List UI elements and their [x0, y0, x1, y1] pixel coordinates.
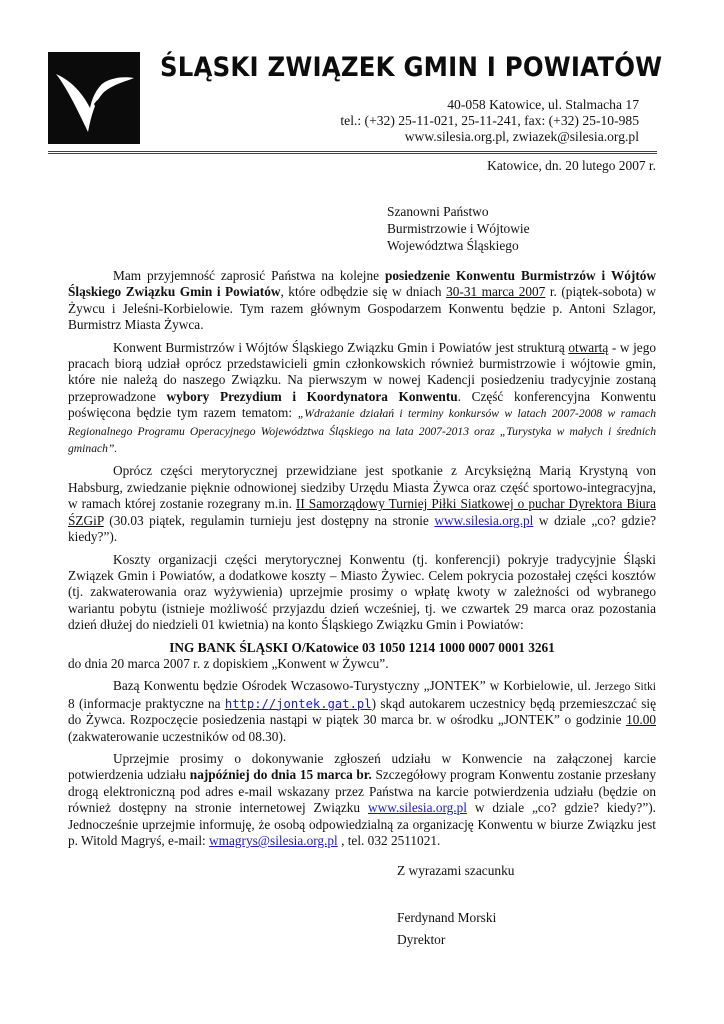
street-name: Jerzego Sitki — [595, 680, 656, 694]
addressee-block — [387, 203, 530, 254]
paragraph-invitation — [68, 268, 656, 334]
text: (zakwaterowanie uczestników od 08.30). — [68, 728, 287, 744]
header-divider — [48, 151, 657, 152]
text: w dziale „co? gdzie? kiedy?”). — [68, 512, 656, 545]
addressee-line: Szanowni Państwo — [387, 204, 489, 219]
stylized-v-logo-icon — [48, 52, 140, 144]
text: , tel. 032 2511021. — [337, 833, 441, 848]
letter-body — [68, 268, 656, 855]
payment-deadline: do dnia 20 marca 2007 r. z dopiskiem „Konwent w Żywcu”. — [68, 655, 389, 671]
email-link[interactable]: wmagrys@silesia.org.pl — [209, 833, 338, 848]
addressee-line: Burmistrzowie i Wójtowie — [387, 221, 530, 236]
text: Mam przyjemność zaprosić Państwa na kolejne — [113, 268, 385, 283]
jontek-link[interactable]: http://jontek.gat.pl — [224, 696, 372, 711]
paragraph-convention-info — [68, 340, 656, 458]
text: (30.03 piątek, regulamin turnieju jest dostępny na stronie — [103, 512, 435, 528]
text: r. (piątek-sobota) w Żywcu i Jeleśni-Korbielowie. Tym razem głównym Gospodarzem Konwentu będzie p. Antoni Szlagor, Burmistrz Miasta Żywca. — [68, 284, 657, 333]
closing-greeting: Z wyrazami szacunku — [397, 863, 515, 878]
paragraph-venue — [68, 678, 656, 745]
phone-line: tel.: (+32) 25-11-021, 25-11-241, fax: (+32) 25-10-985 — [340, 113, 639, 128]
event-name: posiedzenie Konwentu Burmistrzów i Wójtów Śląskiego Związku Gmin i Powiatów — [68, 268, 656, 300]
paragraph-costs — [68, 552, 656, 634]
emphasis-open: otwartą — [568, 339, 609, 355]
letter-date: Katowice, dn. 20 lutego 2007 r. — [487, 158, 656, 173]
text: Uprzejmie prosimy o dokonywanie zgłoszeń udziału w Konwencie na załączonej karcie potwierdzenia udziału — [68, 750, 656, 783]
text: Oprócz części merytorycznej przewidziane jest spotkanie z Arcyksiężną Marią Krystyną von Habsburg, zwiedzanie pięknie odnowionej siedziby Urzędu Miasta Żywca oraz część sportowo-integracyjna, w ramach której zostanie rozegrany m.in. — [68, 463, 656, 512]
bank-details — [68, 640, 656, 673]
signatory-name: Ferdynand Morski — [397, 910, 497, 925]
start-time: 10.00 — [626, 712, 656, 728]
address-line: 40-058 Katowice, ul. Stalmacha 17 — [447, 97, 639, 112]
organization-logo — [48, 52, 140, 144]
text: Szczegółowy program Konwentu zostanie przesłany drogą elektroniczną pod adres e-mail wskazany przez Państwa na karcie potwierdzenia udziału (będzie on również dostępny na stronie internetowej Związku — [68, 767, 656, 816]
conference-topics: „Wdrażanie działań i terminy konkursów w latach 2007-2008 w ramach Regionalnego Programu Operacyjnego Województwa Śląskiego na lata 2007-2013 oraz „Turystyka w małych i średnich gminach”. — [68, 407, 656, 456]
text: , które odbędzie się w dniach — [280, 284, 447, 300]
silesia-link[interactable]: www.silesia.org.pl — [434, 512, 534, 528]
paragraph-registration — [68, 751, 656, 849]
text: . Część konferencyjna Konwentu poświęcona będzie tym razem tematom: — [68, 388, 656, 421]
silesia-link[interactable]: www.silesia.org.pl — [367, 800, 467, 816]
text: Koszty organizacji części merytorycznej Konwentu (tj. konferencji) pokryje tradycyjnie Śląski Związek Gmin i Powiatów, a dodatkowe koszty – Miasto Żywiec. Celem pokrycia pozostałej części kosztów (tj. zakwaterowania oraz wyżywienia) uprzejmie prosimy o wpłatę kwoty w zależności od wybranego wariantu pobytu (istnieje możliwość przyjazdu dzień wcześniej, tj. we czwartek 29 marca oraz pozostania dzień dłużej do niedzieli 01 kwietnia) na konto Śląskiego Związku Gmin i Powiatów: — [68, 551, 656, 633]
text: Bazą Konwentu będzie Ośrodek Wczasowo-Turystyczny „JONTEK” w Korbielowie, ul. — [113, 678, 596, 694]
header-divider-secondary — [48, 153, 657, 154]
volleyball-tournament: II Samorządowy Turniej Piłki Siatkowej o puchar Dyrektora Biura ŚZGiP — [68, 496, 656, 528]
event-dates: 30-31 marca 2007 — [446, 284, 546, 300]
elections-emphasis: wybory Prezydium i Koordynatora Konwentu — [166, 388, 458, 404]
addressee-line: Województwa Śląskiego — [387, 238, 519, 253]
paragraph-program — [68, 463, 656, 545]
text: w dziale „co? gdzie? kiedy?”). Jednocześnie uprzejmie informuję, że osobą odpowiedzialną za organizację Konwentu w biurze Związku jest p. Witold Magryś, e-mail: — [68, 800, 656, 848]
text: 8 (informacje praktyczne na — [68, 695, 225, 711]
bank-account: ING BANK ŚLĄSKI O/Katowice 03 1050 1214 1000 0007 0001 3261 — [169, 639, 555, 655]
text: ) skąd autokarem uczestnicy będą przemieszczać się do Żywca. Rozpoczęcie posiedzenia nastąpi w piątek 30 marca br. w ośrodku „JONTEK” o godzinie — [68, 695, 656, 728]
web-line: www.silesia.org.pl, zwiazek@silesia.org.pl — [404, 129, 639, 144]
organization-name: ŚLĄSKI ZWIĄZEK GMIN I POWIATÓW — [160, 52, 663, 83]
registration-deadline: najpóźniej do dnia 15 marca br. — [189, 767, 372, 783]
signatory-title: Dyrektor — [397, 932, 446, 947]
contact-block — [340, 97, 639, 145]
text: Konwent Burmistrzów i Wójtów Śląskiego Związku Gmin i Powiatów jest strukturą — [113, 339, 569, 355]
text: - w jego pracach biorą udział oprócz przedstawicieli gmin członkowskich również burmistrzowie i wójtowie gmin, które nie należą do naszego Związku. Na pierwszym w nowej Kadencji posiedzeniu tradycyjnie zostaną przeprowadzone — [68, 339, 656, 404]
